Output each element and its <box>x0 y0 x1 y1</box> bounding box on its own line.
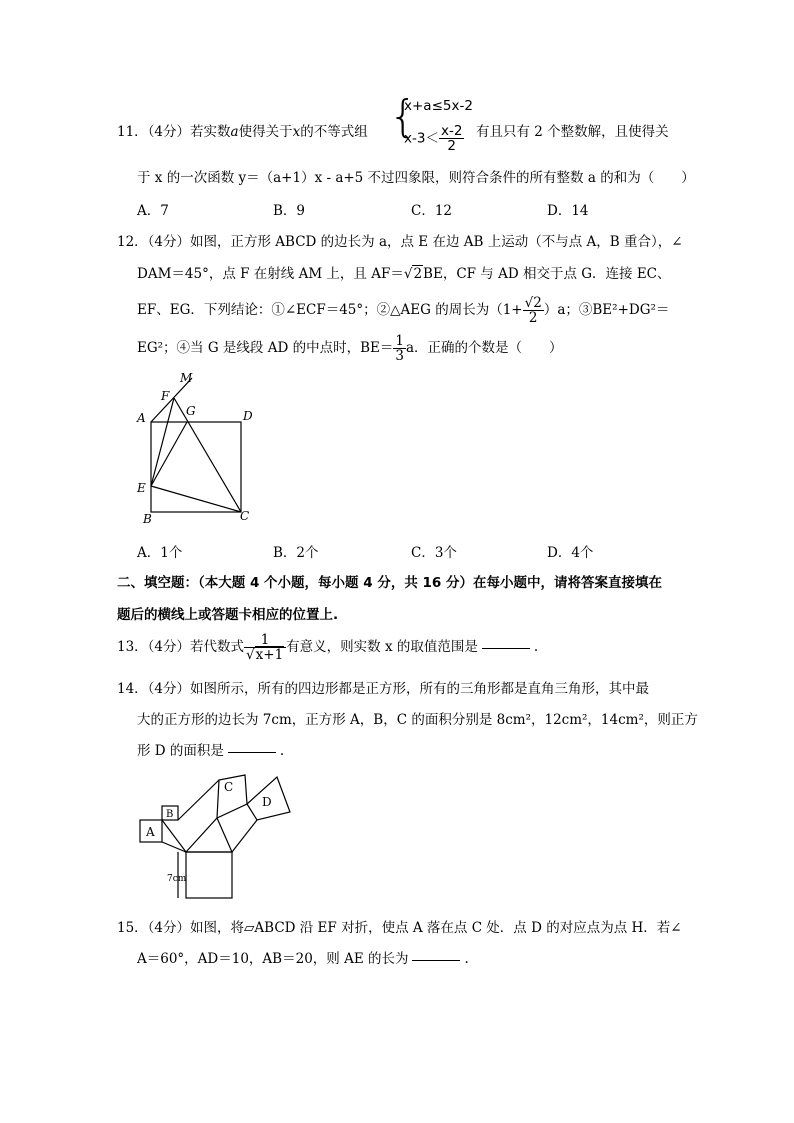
q12-line3: EF、EG．下列结论：①∠ECF＝45°；②△AEG 的周长为（1+ $\frac{√2}{2}$ ）a；③BE²+DG²＝ <box>137 295 670 327</box>
q14-figure <box>135 770 300 902</box>
q12-option-d[interactable]: D．4个 <box>547 545 594 561</box>
q12-option-a[interactable]: A．1个 <box>137 545 183 561</box>
label-d: D <box>243 409 253 423</box>
q13-text: 13．（4分）若代数式 $\frac{1}{√x+1}$ 有意义，则实数 x 的取值范围是 . <box>117 632 539 664</box>
q11-stem-part2: 有且只有 2 个整数解，且使得关 <box>476 124 669 140</box>
q12-line1: 12．（4分）如图，正方形 ABCD 的边长为 a，点 E 在边 AB 上运动（不与点 A，B 重合），∠ <box>117 234 683 250</box>
label-f: F <box>161 389 170 403</box>
label-e: E <box>137 481 146 495</box>
section-2-line1: 二、填空题：（本大题 4 个小题，每小题 4 分，共 16 分）在每小题中，请将答案直接填在 <box>117 575 663 591</box>
label-b: B <box>143 512 152 526</box>
label-a: A <box>137 411 146 425</box>
q14-line2: 大的正方形的边长为 7cm，正方形 A，B，C 的面积分别是 8cm²，12cm²，14cm²，则正方 <box>137 712 698 728</box>
q13-answer-blank[interactable] <box>482 647 530 649</box>
q12-line2: DAM＝45°，点 F 在射线 AM 上，且 AF＝√2BE，CF 与 AD 相交于点 G．连接 EC、 <box>137 266 671 282</box>
inequality-2: x-3＜ $\frac{x-2}{2}$ <box>404 123 463 155</box>
q14-answer-blank[interactable] <box>228 751 276 753</box>
system-brace: { <box>389 91 417 142</box>
section-2-line2: 题后的横线上或答题卡相应的位置上. <box>117 607 339 623</box>
q11-option-c[interactable]: C．12 <box>411 203 453 219</box>
q11-stem-part1: 11．（4分）若实数a使得关于x的不等式组 <box>117 124 368 140</box>
q15-line1: 15．（4分）如图，将▱ABCD 沿 EF 对折，使点 A 落在点 C 处．点 D 的对应点为点 H．若∠ <box>117 920 682 936</box>
q11-option-d[interactable]: D．14 <box>547 203 589 219</box>
q12-figure <box>130 368 260 530</box>
q12-option-b[interactable]: B．2个 <box>273 545 319 561</box>
label-m: M <box>180 371 193 385</box>
label-g: G <box>186 404 196 418</box>
q14-line1: 14．（4分）如图所示，所有的四边形都是正方形，所有的三角形都是直角三角形，其中最 <box>117 681 650 697</box>
q14-line3: 形 D 的面积是 . <box>137 743 285 759</box>
square-b-label: B <box>166 809 174 820</box>
square-d-label: D <box>262 795 272 809</box>
q15-line2: A＝60°，AD＝10，AB＝20，则 AE 的长为 . <box>137 951 469 967</box>
q12-option-c[interactable]: C．3个 <box>411 545 457 561</box>
inequality-1: x+a≤5x-2 <box>404 98 473 114</box>
square-c-label: C <box>224 780 234 794</box>
side-length-label: 7cm <box>167 874 187 884</box>
label-c: C <box>240 509 250 523</box>
q11-option-a[interactable]: A．7 <box>137 203 169 219</box>
square-a-label: A <box>146 825 155 839</box>
q12-line4: EG²；④当 G 是线段 AD 的中点时，BE＝ $\frac{1}{3}$ a．正确的个数是（ ） <box>137 333 563 365</box>
q11-option-b[interactable]: B．9 <box>273 203 306 219</box>
q15-answer-blank[interactable] <box>412 959 460 961</box>
q11-stem-line2: 于 x 的一次函数 y＝（a+1）x - a+5 不过四象限，则符合条件的所有整数 a 的和为（ ） <box>137 170 695 186</box>
